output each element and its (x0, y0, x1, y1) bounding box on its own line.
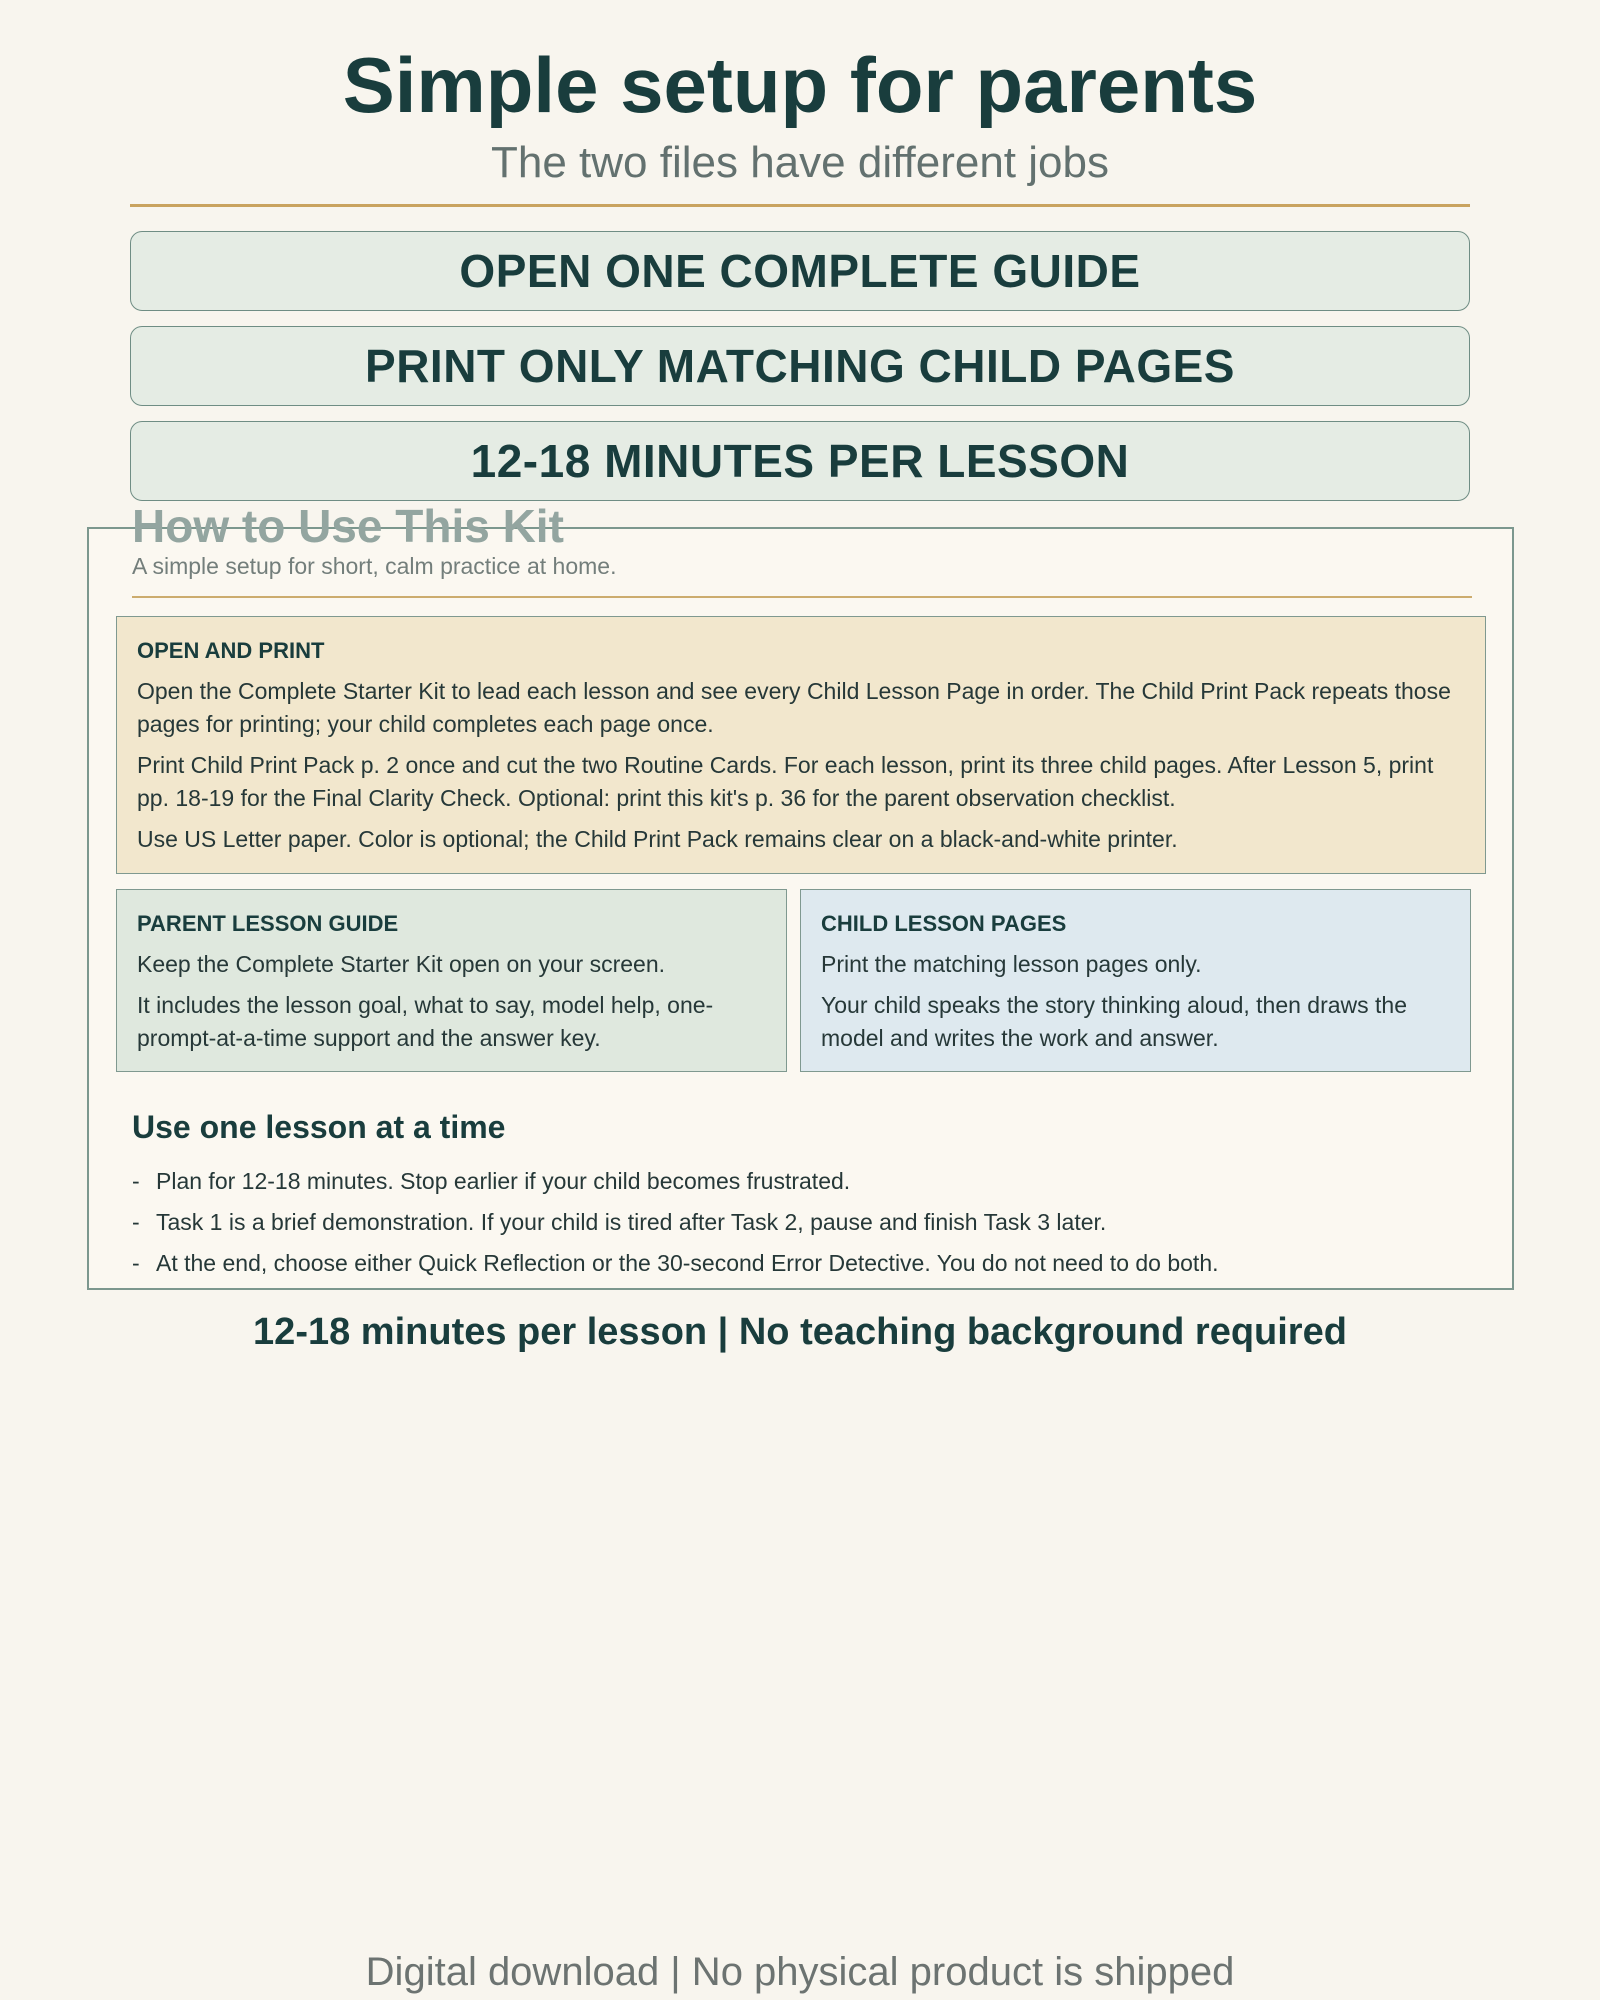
footer-note: Digital download | No physical product is shipped (365, 1950, 1235, 1994)
open-and-print-box (116, 616, 1486, 874)
highlight-print-child-pages: PRINT ONLY MATCHING CHILD PAGES (130, 326, 1470, 406)
parent-guide-heading: PARENT LESSON GUIDE (137, 911, 399, 936)
how-to-use-panel (87, 500, 1514, 1290)
footer-tagline: 12-18 minutes per lesson | No teaching background required (253, 1311, 1347, 1353)
list-item-text: At the end, choose either Quick Reflection or the 30-second Error Detective. You do not need to do both. (156, 1250, 1219, 1276)
child-pages-heading: CHILD LESSON PAGES (821, 911, 1067, 936)
one-lesson-heading: Use one lesson at a time (132, 1109, 506, 1145)
parent-lesson-guide-box (116, 889, 787, 1072)
parent-guide-paragraph: Keep the Complete Starter Kit open on your screen. (137, 951, 666, 977)
open-and-print-heading: OPEN AND PRINT (137, 638, 325, 663)
open-and-print-paragraph: Use US Letter paper. Color is optional; the Child Print Pack remains clear on a black-and-white printer. (137, 826, 1178, 852)
panel-divider (132, 596, 1472, 598)
child-pages-paragraph: Your child speaks the story thinking aloud, then draws the model and writes the work and answer. (821, 992, 1408, 1051)
open-and-print-paragraph: Print Child Print Pack p. 2 once and cut the two Routine Cards. For each lesson, print its three child pages. After Lesson 5, print pp. 18-19 for the Final Clarity Check. Optional: print this kit's p. 36 for the parent observation checklist. (137, 752, 1434, 811)
list-item (132, 1243, 1219, 1284)
parent-guide-paragraph: It includes the lesson goal, what to say, model help, one-prompt-at-a-time support and the answer key. (137, 992, 714, 1051)
bullet-dash: - (132, 1250, 140, 1276)
highlight-lesson-duration: 12-18 MINUTES PER LESSON (130, 421, 1470, 501)
bullet-dash: - (132, 1168, 140, 1194)
list-item-text: Plan for 12-18 minutes. Stop earlier if your child becomes frustrated. (156, 1168, 851, 1194)
open-and-print-paragraph: Open the Complete Starter Kit to lead each lesson and see every Child Lesson Page in order. The Child Print Pack repeats those pages for printing; your child completes each page once. (137, 678, 1451, 737)
highlight-open-guide: OPEN ONE COMPLETE GUIDE (130, 231, 1470, 311)
one-lesson-list (132, 1161, 1219, 1284)
panel-intro: A simple setup for short, calm practice at home. (132, 553, 617, 579)
page-subtitle: The two files have different jobs (491, 138, 1109, 187)
header-divider (130, 204, 1470, 207)
page-title: Simple setup for parents (342, 41, 1258, 129)
panel-heading-partial: How to Use This Kit (132, 500, 564, 552)
list-item (132, 1202, 1219, 1243)
bullet-dash: - (132, 1209, 140, 1235)
list-item-text: Task 1 is a brief demonstration. If your child is tired after Task 2, pause and finish Task 3 later. (156, 1209, 1107, 1235)
child-pages-paragraph: Print the matching lesson pages only. (821, 951, 1202, 977)
child-lesson-pages-box (800, 889, 1471, 1072)
list-item (132, 1161, 1219, 1202)
